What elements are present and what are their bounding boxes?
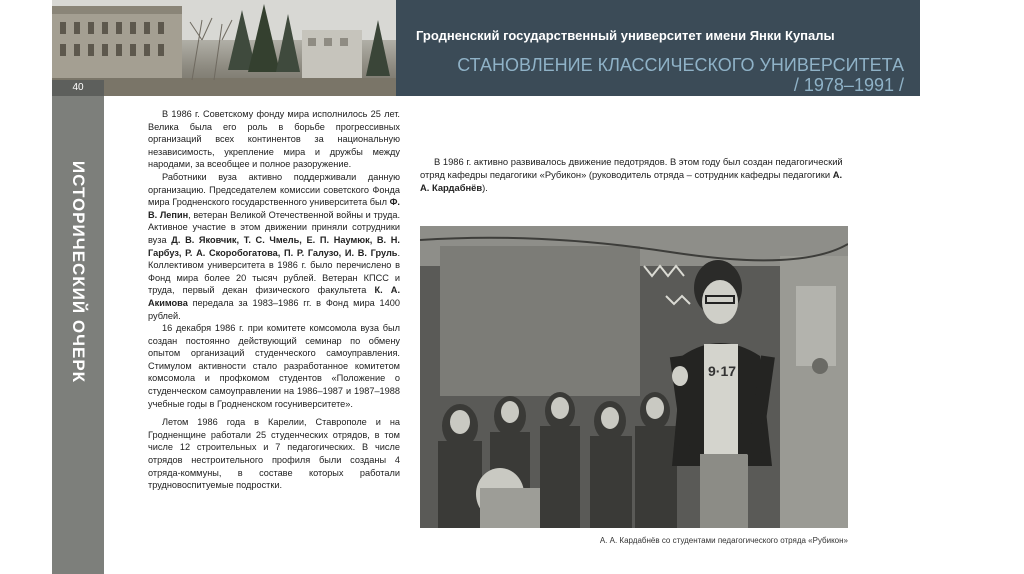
svg-text:9·17: 9·17 <box>708 363 737 379</box>
paragraph-ped-brigades: В 1986 г. активно развивалось движение педотрядов. В этом году был создан педагогический отряд кафедры педагогики «Рубикон» (руководитель отряда – сотрудник кафедры педагогики А. А. Кардабнёв). <box>420 156 843 193</box>
photo-caption: А. А. Кардабнёв со студентами педагогического отряда «Рубикон» <box>599 536 848 545</box>
page-number: 40 <box>52 80 104 96</box>
right-text-column <box>420 156 848 194</box>
paragraph-peace-fund: В 1986 г. Советскому фонду мира исполнилось 25 лет. Велика была его роль в борьбе прогрессивных организаций всех континентов за национальную независимость, укрепление мира и дружбы между народами, за всеобщее и полное разоружение. <box>148 109 400 170</box>
university-name: Гродненский государственный университет имени Янки Купалы <box>416 28 835 43</box>
header-band <box>396 0 920 96</box>
paragraph-komsomol-seminar: 16 декабря 1986 г. при комитете комсомола вуза был создан постоянно действующий семинар по обмену опытом организаций студенческого самоуправления. Стимулом активности стало разработанное комитетом комсомола и профкомом студентов «Положение о студенческом самоуправлении на 1986–1987 и 1987–1988 учебные годы в Гродненском госуниверситете». <box>148 323 400 409</box>
section-label: ИСТОРИЧЕСКИЙ ОЧЕРК <box>69 160 88 384</box>
chapter-title: СТАНОВЛЕНИЕ КЛАССИЧЕСКОГО УНИВЕРСИТЕТА <box>457 55 904 75</box>
chapter-years: / 1978–1991 / <box>793 75 904 95</box>
paragraph-staff-support: Работники вуза активно поддерживали данную организацию. Председателем комиссии советского Фонда мира Гродненского государственного университета был Ф. В. Лепин, ветеран Великой Отечественной войны и труда. Активное участие в этом движении приняли сотрудники вуза Д. В. Яковчик, Т. С. Чмель, Е. П. Наумюк, В. Н. Гарбуз, Р. А. Скоробогатова, П. Р. Галузо, И. В. Груль. Коллективом университета в 1986 г. было перечислено в Фонд мира более 20 тысяч рублей. Ветеран КПСС и труда, первый декан физического факультета К. А. Акимова передала за 1983–1986 гг. в Фонд мира 1400 рублей. <box>148 171 400 321</box>
archive-photo <box>420 226 848 528</box>
left-text-column <box>148 108 400 492</box>
paragraph-student-brigades: Летом 1986 года в Карелии, Ставрополе и на Гродненщине работали 25 студенческих отрядов, в том числе 12 строительных и 7 педагогических. В числе отрядов нестроительного профиля были созданы 4 отряда-коммуны, в составе которых работали трудновоспитуемые подростки. <box>148 417 400 491</box>
